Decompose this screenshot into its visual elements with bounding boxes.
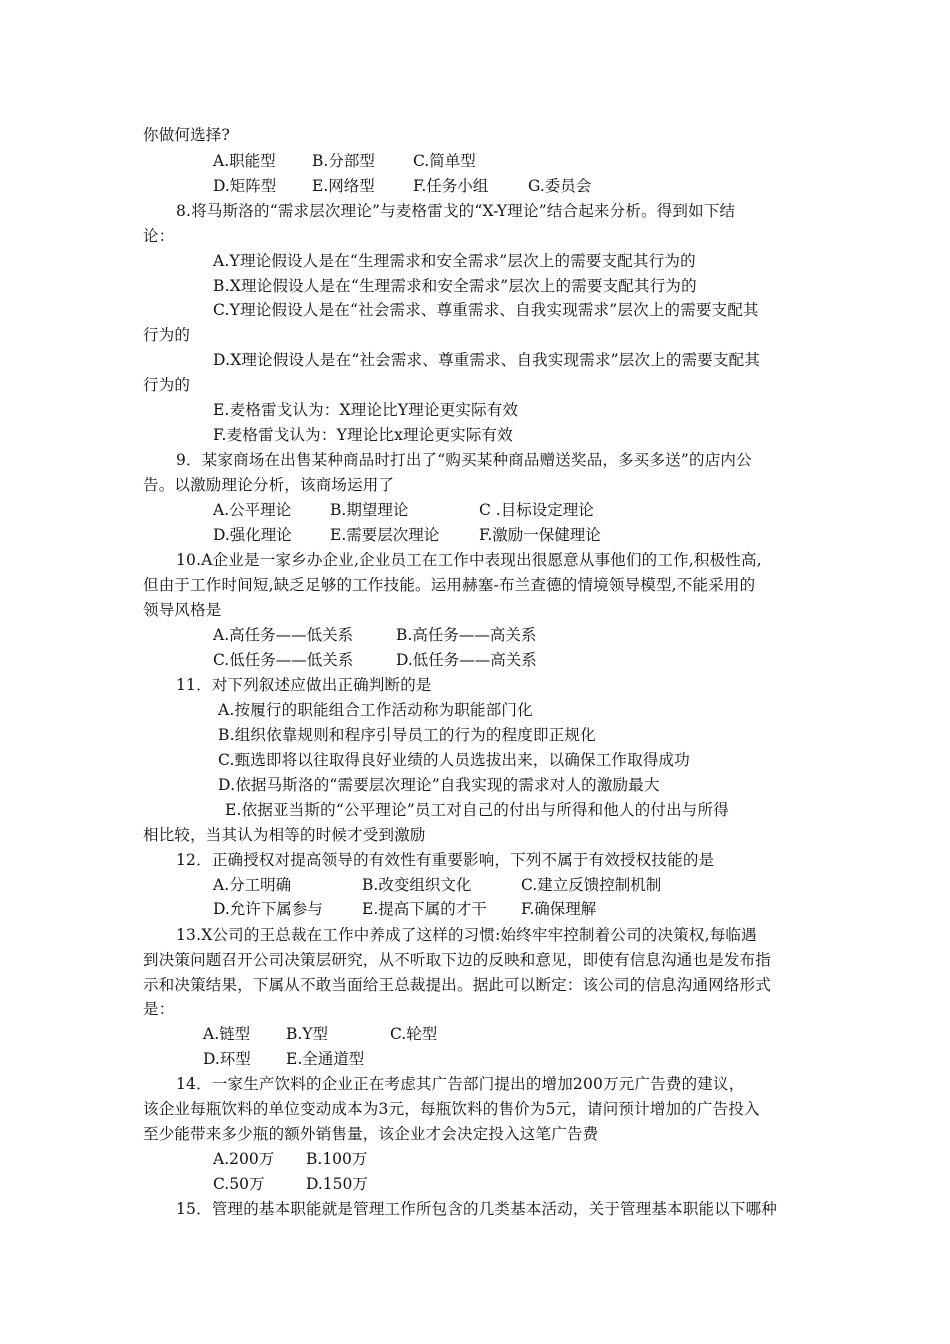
text-line: 是： <box>143 1000 175 1018</box>
question-15: 15．管理的基本职能就是管理工作所包含的几类基本活动，关于管理基本职能以下哪种 <box>176 1200 778 1218</box>
question-11: 11．对下列叙述应做出正确判断的是 <box>176 676 432 694</box>
option-line: D.依据马斯洛的“需要层次理论”自我实现的需求对人的激励最大 <box>218 776 660 794</box>
question-14: 14．一家生产饮料的企业正在考虑其广告部门提出的增加200万元广告费的建议， <box>176 1075 745 1093</box>
text-line: 该企业每瓶饮料的单位变动成本为3元，每瓶饮料的售价为5元，请问预计增加的广告投入 <box>143 1100 760 1118</box>
question-9: 9．某家商场在出售某种商品时打出了“购买某种商品赠送奖品，多买多送”的店内公 <box>176 451 752 469</box>
text-line: 相比较，当其认为相等的时候才受到激励 <box>143 826 426 844</box>
option-line: B.组织依靠规则和程序引导员工的行为的程度即正规化 <box>218 726 596 744</box>
option: B.期望理论 <box>330 501 409 519</box>
option: A.分工明确 <box>213 876 292 894</box>
option: C.低任务——低关系 <box>213 651 354 669</box>
option-line: B.X理论假设人是在“生理需求和安全需求”层次上的需要支配其行为的 <box>213 277 697 295</box>
option: B.高任务——高关系 <box>396 626 537 644</box>
option: C.轮型 <box>390 1025 438 1043</box>
option: D.强化理论 <box>213 526 292 544</box>
option: B.分部型 <box>312 152 375 170</box>
option: A.职能型 <box>213 152 276 170</box>
option: F.确保理解 <box>521 900 597 918</box>
option: B.改变组织文化 <box>362 876 472 894</box>
option: D.允许下属参与 <box>213 900 323 918</box>
option: E.全通道型 <box>286 1050 365 1068</box>
option-line: E.麦格雷戈认为：X理论比Y理论更实际有效 <box>213 401 519 419</box>
question-13: 13.X公司的王总裁在工作中养成了这样的习惯:始终牢牢控制着公司的决策权,每临遇 <box>176 926 757 944</box>
option: F.激励一保健理论 <box>479 526 601 544</box>
option: E.网络型 <box>312 177 375 195</box>
text-line: 到决策问题召开公司决策层研究，从不听取下边的反映和意见，即使有信息沟通也是发布指 <box>143 951 772 969</box>
text-line: 但由于工作时间短,缺乏足够的工作技能。运用赫塞-布兰查德的情境领导模型,不能采用的 <box>143 576 756 594</box>
option: D.低任务——高关系 <box>396 651 537 669</box>
option: E.提高下属的才干 <box>362 900 487 918</box>
option: C.简单型 <box>413 152 476 170</box>
option-line: A.按履行的职能组合工作活动称为职能部门化 <box>218 701 533 719</box>
question-12: 12．正确授权对提高领导的有效性有重要影响，下列不属于有效授权技能的是 <box>176 851 715 869</box>
option-line: C.Y理论假设人是在“社会需求、尊重需求、自我实现需求”层次上的需要支配其 <box>213 301 759 319</box>
text-line: 行为的 <box>143 376 191 394</box>
option-line: F.麦格雷戈认为：Y理论比x理论更实际有效 <box>213 426 513 444</box>
option: A.链型 <box>203 1025 251 1043</box>
question-8: 8.将马斯洛的“需求层次理论”与麦格雷戈的“X-Y理论”结合起来分析。得到如下结 <box>176 202 736 220</box>
option-line: C.甄选即将以往取得良好业绩的人员选拔出来，以确保工作取得成功 <box>218 751 690 769</box>
question-10: 10.A企业是一家乡办企业,企业员工在工作中表现出很愿意从事他们的工作,积极性高, <box>176 551 762 569</box>
text-line: 告。以激励理论分析，该商场运用了 <box>143 476 395 494</box>
option: A.高任务——低关系 <box>213 626 354 644</box>
option: D.矩阵型 <box>213 177 277 195</box>
option: C.建立反馈控制机制 <box>521 876 662 894</box>
option-line: D.X理论假设人是在“社会需求、尊重需求、自我实现需求”层次上的需要支配其 <box>213 351 761 369</box>
text-line: 示和决策结果，下属从不敢当面给王总裁提出。据此可以断定：该公司的信息沟通网络形式 <box>143 976 772 994</box>
option: B.100万 <box>306 1150 368 1168</box>
option: D.150万 <box>306 1175 368 1193</box>
option-line: A.Y理论假设人是在“生理需求和安全需求”层次上的需要支配其行为的 <box>213 252 696 270</box>
option: E.需要层次理论 <box>330 526 440 544</box>
text-line: 你做何选择? <box>143 126 231 144</box>
option-line: E.依据亚当斯的“公平理论”员工对自己的付出与所得和他人的付出与所得 <box>225 801 729 819</box>
text-line: 领导风格是 <box>143 601 222 619</box>
option: C .目标设定理论 <box>479 501 594 519</box>
option: D.环型 <box>203 1050 251 1068</box>
text-line: 论： <box>143 227 175 245</box>
option: C.50万 <box>213 1175 265 1193</box>
option: F.任务小组 <box>413 177 489 195</box>
option: A.公平理论 <box>213 501 292 519</box>
option: A.200万 <box>213 1150 275 1168</box>
option: B.Y型 <box>286 1025 329 1043</box>
text-line: 至少能带来多少瓶的额外销售量，该企业才会决定投入这笔广告费 <box>143 1125 599 1143</box>
option: G.委员会 <box>528 177 592 195</box>
text-line: 行为的 <box>143 326 191 344</box>
